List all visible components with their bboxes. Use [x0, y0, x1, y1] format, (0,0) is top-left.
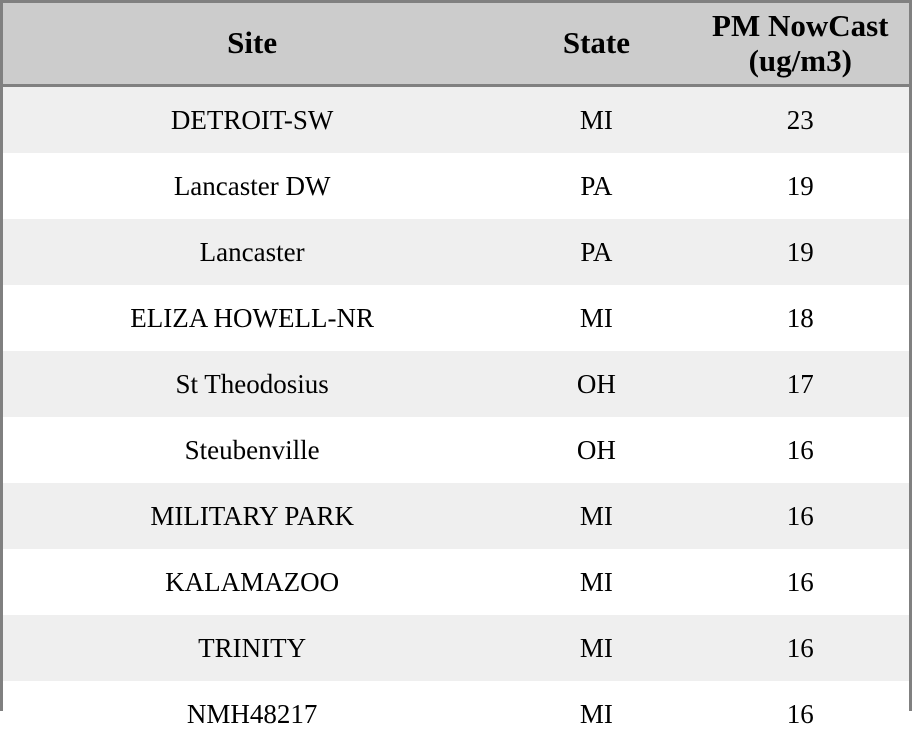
cell-site: Lancaster DW	[3, 153, 501, 219]
table-row	[3, 351, 909, 417]
cell-value: 19	[692, 153, 909, 219]
cell-value: 17	[692, 351, 909, 417]
table-body	[3, 86, 909, 747]
table-row	[3, 483, 909, 549]
air-quality-table	[3, 3, 909, 747]
cell-state: MI	[501, 549, 691, 615]
cell-site: TRINITY	[3, 615, 501, 681]
table-row	[3, 86, 909, 154]
cell-site: ELIZA HOWELL-NR	[3, 285, 501, 351]
cell-state: PA	[501, 153, 691, 219]
table-row	[3, 615, 909, 681]
cell-state: MI	[501, 86, 691, 154]
cell-value: 16	[692, 483, 909, 549]
cell-site: DETROIT-SW	[3, 86, 501, 154]
cell-site: NMH48217	[3, 681, 501, 747]
cell-value: 23	[692, 86, 909, 154]
cell-state: OH	[501, 417, 691, 483]
table-header	[3, 3, 909, 86]
cell-value: 19	[692, 219, 909, 285]
table-row	[3, 549, 909, 615]
cell-state: MI	[501, 681, 691, 747]
cell-value: 16	[692, 417, 909, 483]
table-row	[3, 153, 909, 219]
cell-state: PA	[501, 219, 691, 285]
table-row	[3, 219, 909, 285]
cell-site: St Theodosius	[3, 351, 501, 417]
cell-state: OH	[501, 351, 691, 417]
table-header-row	[3, 3, 909, 86]
cell-site: MILITARY PARK	[3, 483, 501, 549]
cell-site: Steubenville	[3, 417, 501, 483]
cell-state: MI	[501, 615, 691, 681]
cell-state: MI	[501, 483, 691, 549]
cell-value: 16	[692, 549, 909, 615]
column-header-pm-nowcast: PM NowCast (ug/m3)	[692, 3, 909, 86]
cell-site: KALAMAZOO	[3, 549, 501, 615]
cell-value: 18	[692, 285, 909, 351]
column-header-site: Site	[3, 3, 501, 86]
table-row	[3, 285, 909, 351]
table-row	[3, 681, 909, 747]
cell-value: 16	[692, 615, 909, 681]
cell-state: MI	[501, 285, 691, 351]
cell-site: Lancaster	[3, 219, 501, 285]
table-row	[3, 417, 909, 483]
column-header-state: State	[501, 3, 691, 86]
cell-value: 16	[692, 681, 909, 747]
